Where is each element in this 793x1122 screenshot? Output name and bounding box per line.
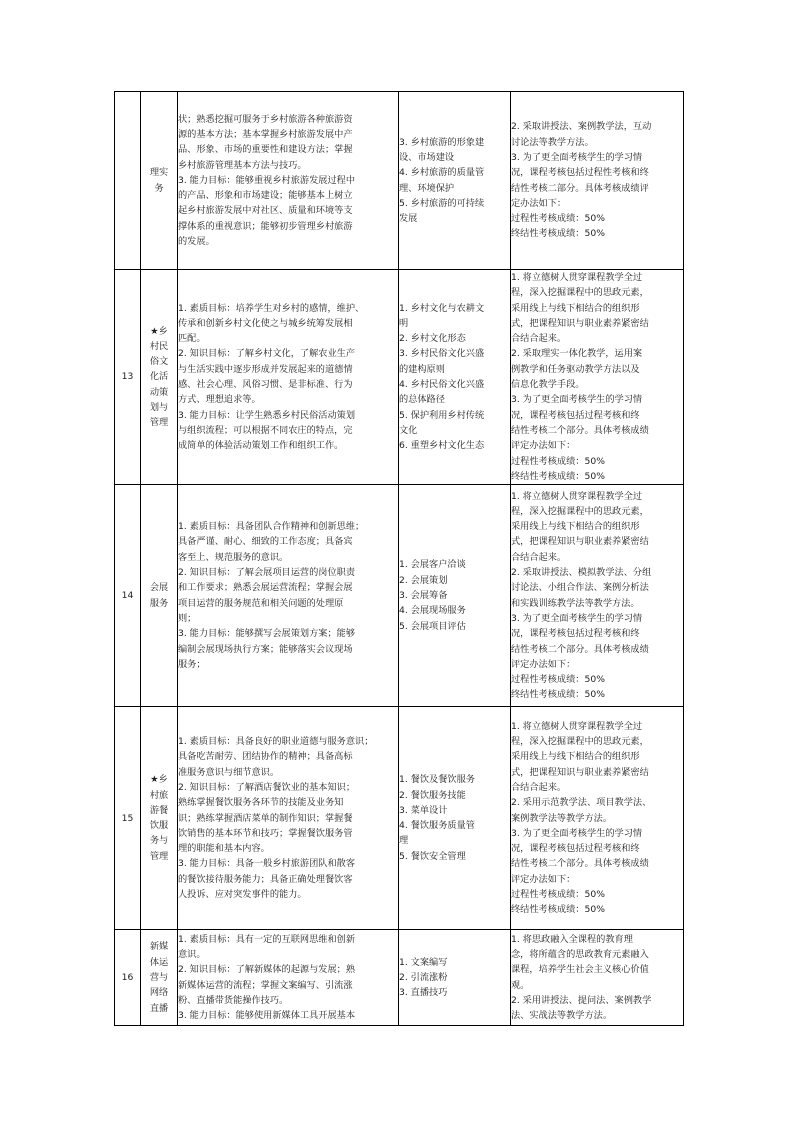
course-number: 16	[115, 930, 141, 1026]
course-goals-line: 1. 素质目标：具有一定的互联网思维和创新	[178, 933, 356, 945]
course-contents-line: 1. 乡村文化与农耕文	[399, 302, 485, 314]
course-contents-line: 2. 乡村文化形态	[399, 333, 466, 345]
course-methods	[511, 92, 684, 270]
course-goals-line: 1. 素质目标：具备良好的职业道德与服务意识；	[178, 736, 374, 748]
course-name-line: 体运	[149, 956, 169, 968]
course-contents-line: 4. 餐饮服务质量管	[399, 820, 475, 832]
course-methods-line: 3. 为了更全面考核学生的学习情	[511, 612, 643, 624]
course-methods-line: 况，课程考核包括过程考核和终	[511, 409, 640, 421]
course-name-line: 俗文	[149, 356, 169, 368]
course-contents-line: 文化	[399, 424, 418, 436]
course-contents	[399, 707, 511, 930]
course-methods-line: 合结合起来。	[511, 551, 567, 563]
course-goals-line: 具备严谨、耐心、细致的工作态度；具备宾	[178, 536, 353, 548]
course-goals-line: 与生活实践中逐步形成并发展起来的道德情	[178, 363, 353, 375]
course-methods-line: 终结性考核成绩：50%	[511, 470, 605, 482]
course-number: 15	[115, 707, 141, 930]
course-methods-line: 况，课程考核包括过程性考核和终	[511, 167, 649, 179]
course-row	[115, 270, 684, 485]
course-goals-line: 3. 能力目标：具备一般乡村旅游团队和散客	[178, 858, 356, 870]
course-name-line: ★乡	[150, 325, 168, 337]
course-methods-line: 过程性考核成绩：50%	[511, 455, 605, 467]
course-methods-line: 采用线上与线下相结合的组织形	[511, 751, 640, 763]
course-contents-line: 2. 餐饮服务技能	[399, 789, 466, 801]
course-methods-line: 1. 将思政融入全课程的教育理	[511, 933, 633, 945]
course-methods-line: 况，课程考核包括过程考核和终	[511, 628, 640, 640]
course-goals-line: 则；	[178, 612, 197, 624]
course-goals	[178, 485, 399, 707]
course-contents-line: 1. 会展客户洽谈	[399, 559, 466, 571]
course-methods-line: 合结合起来。	[511, 781, 567, 793]
course-name-line: 网络	[149, 987, 169, 999]
course-name-line: 化活	[149, 371, 169, 383]
course-contents	[399, 270, 511, 485]
course-goals-line: 2. 知识目标：了解酒店餐饮业的基本知识；	[178, 781, 356, 793]
course-name	[141, 485, 178, 707]
course-goals	[178, 92, 399, 270]
course-methods-line: 3. 为了更全面考核学生的学习情	[511, 827, 643, 839]
course-methods-line: 念，将所蕴含的思政教育元素融入	[511, 949, 649, 961]
course-goals	[178, 270, 399, 485]
course-contents-line: 5. 餐饮安全管理	[399, 850, 466, 862]
course-methods-line: 评定办法如下：	[511, 440, 576, 452]
course-contents-line: 的建构原则	[399, 363, 445, 375]
course-contents-line: 设、市场建设	[399, 151, 455, 163]
course-methods-line: 结性考核二个部分。具体考核成绩	[511, 858, 649, 870]
course-methods-line: 采用线上与线下相结合的组织形	[511, 521, 640, 533]
course-methods-line: 案例教学法等教学方法。	[511, 812, 613, 824]
course-name-line: 管理	[149, 850, 169, 862]
course-methods-line: 评定办法如下：	[511, 873, 576, 885]
course-name-line: 新媒	[149, 941, 169, 953]
course-name	[141, 707, 178, 930]
course-goals-line: 源的基本方法；基本掌握乡村旅游发展中产	[178, 128, 353, 140]
course-methods-line: 结性考核二部分。具体考核成绩评	[511, 182, 649, 194]
course-goals-line: 状；熟悉挖掘可服务于乡村旅游各种旅游资	[178, 113, 353, 125]
course-methods	[511, 485, 684, 707]
course-goals-line: 和工作要求；熟悉会展运营流程；掌握会展	[178, 582, 353, 594]
course-goals-line: 匹配。	[178, 333, 206, 345]
course-methods-line: 例教学和任务驱动教学方法以及	[511, 363, 640, 375]
course-methods-line: 式，把课程知识与职业素养紧密结	[511, 536, 649, 548]
course-contents-line: 2. 会展策划	[399, 574, 448, 586]
course-methods-line: 式，把课程知识与职业素养紧密结	[511, 317, 649, 329]
course-methods-line: 1. 将立德树人贯穿课程教学全过	[511, 490, 643, 502]
course-contents-line: 6. 重塑乡村文化生态	[399, 440, 485, 452]
course-contents-line: 5. 乡村旅游的可持续	[399, 197, 485, 209]
course-goals-line: 人投诉、应对突发事件的能力。	[178, 888, 307, 900]
course-name-line: 务与	[149, 835, 169, 847]
course-methods-line: 结性考核二个部分。具体考核成绩	[511, 424, 649, 436]
course-contents-line: 理、环境保护	[399, 182, 455, 194]
course-goals-line: 乡村旅游管理基本方法与技巧。	[178, 159, 307, 171]
course-contents-line: 4. 乡村旅游的质量管	[399, 167, 485, 179]
course-contents	[399, 930, 511, 1026]
course-methods-line: 定办法如下：	[511, 197, 567, 209]
course-contents-line: 3. 乡村民俗文化兴盛	[399, 348, 485, 360]
course-methods-line: 采用线上与线下相结合的组织形	[511, 302, 640, 314]
course-contents	[399, 485, 511, 707]
course-goals-line: 识；熟练掌握酒店菜单的制作知识；掌握餐	[178, 812, 353, 824]
course-methods-line: 和实践训练教学法等教学方法。	[511, 597, 640, 609]
course-methods-line: 2. 采取讲授法、模拟教学法、分组	[511, 567, 652, 579]
course-name	[141, 92, 178, 270]
course-contents-line: 1. 文案编写	[399, 956, 448, 968]
course-goals-line: 撑体系的重视意识；能够初步管理乡村旅游	[178, 220, 353, 232]
course-goals-line: 具备吃苦耐劳、团结协作的精神；具备高标	[178, 751, 353, 763]
course-goals-line: 客至上、规范服务的意识。	[178, 551, 289, 563]
course-contents	[399, 92, 511, 270]
course-goals-line: 成简单的体验活动策划工作和组织工作。	[178, 440, 344, 452]
course-methods-line: 终结性考核成绩：50%	[511, 689, 605, 701]
course-methods-line: 讨论法、小组合作法、案例分析法	[511, 582, 649, 594]
course-name-line: 管理	[149, 417, 169, 429]
course-contents-line: 5. 保护利用乡村传统	[399, 409, 485, 421]
course-name-line: 村民	[149, 340, 169, 352]
course-goals-line: 方式、理想追求等。	[178, 394, 261, 406]
course-methods-line: 程，深入挖掘课程中的思政元素，	[511, 505, 649, 517]
course-methods-line: 课程，培养学生社会主义核心价值	[511, 964, 649, 976]
course-methods	[511, 707, 684, 930]
course-goals-line: 项目运营的服务规范和相关问题的处理原	[178, 597, 344, 609]
course-row	[115, 485, 684, 707]
course-number: 14	[115, 485, 141, 707]
course-contents-line: 4. 乡村民俗文化兴盛	[399, 379, 485, 391]
course-methods-line: 终结性考核成绩：50%	[511, 904, 605, 916]
course-name-line: 营与	[149, 972, 169, 983]
course-methods-line: 结性考核二个部分。具体考核成绩	[511, 643, 649, 655]
course-name-line: 动策	[149, 386, 169, 398]
course-methods-line: 观。	[511, 979, 530, 991]
course-methods	[511, 270, 684, 485]
course-goals-line: 准服务意识与细节意识。	[178, 766, 280, 778]
course-methods-line: 式，把课程知识与职业素养紧密结	[511, 766, 649, 778]
course-methods-line: 2. 采取讲授法、案例教学法，互动	[511, 121, 652, 133]
course-methods-line: 2. 采用示范教学法、项目教学法、	[511, 797, 652, 809]
course-goals-line: 3. 能力目标：能够使用新媒体工具开展基本	[178, 1010, 356, 1022]
course-goals-line: 新媒体运营的流程；掌握文案编写、引流涨	[178, 979, 353, 991]
course-name-line: 会展	[149, 582, 169, 594]
course-number: 13	[115, 270, 141, 485]
course-goals-line: 与组织流程；可以根据不同农庄的特点，完	[178, 424, 353, 436]
course-name-line: 划与	[149, 402, 169, 414]
course-name-line: 村旅	[149, 789, 169, 801]
course-table-body	[115, 92, 684, 1026]
course-contents-line: 3. 会展筹备	[399, 590, 448, 601]
course-goals-line: 的产品、形象和市场建设；能够基本上树立	[178, 190, 353, 202]
course-name-line: 服务	[149, 597, 169, 609]
course-goals-line: 1. 素质目标：培养学生对乡村的感情，维护、	[178, 302, 365, 314]
course-contents-line: 1. 餐饮及餐饮服务	[399, 774, 475, 786]
course-goals-line: 2. 知识目标：了解新媒体的起源与发展；熟	[178, 964, 356, 976]
course-goals-line: 粉、直播带货能操作技巧。	[178, 994, 289, 1006]
course-name	[141, 930, 178, 1026]
course-row	[115, 707, 684, 930]
course-goals-line: 意识。	[178, 949, 206, 961]
course-name	[141, 270, 178, 485]
course-goals-line: 品、形象、市场的重要性和建设方法；掌握	[178, 144, 353, 156]
course-goals-line: 的餐饮接待服务能力；具备正确处理餐饮客	[178, 873, 353, 885]
course-methods-line: 3. 为了更全面考核学生的学习情	[511, 394, 643, 406]
course-methods-line: 3. 为了更全面考核学生的学习情	[511, 151, 643, 163]
course-name-line: 游餐	[149, 804, 169, 816]
course-name-line: 理实	[149, 167, 169, 179]
course-methods-line: 过程性考核成绩：50%	[511, 213, 605, 225]
course-row	[115, 930, 684, 1026]
course-methods-line: 2. 采取理实一体化教学，运用案	[511, 348, 643, 360]
course-goals-line: 服务；	[178, 658, 206, 670]
course-name-line: ★乡	[150, 774, 168, 786]
course-methods-line: 况，课程考核包括过程考核和终	[511, 843, 640, 855]
course-contents-line: 5. 会展项目评估	[399, 620, 466, 632]
course-goals-line: 3. 能力目标：能够重视乡村旅游发展过程中	[178, 174, 356, 186]
course-goals-line: 2. 知识目标：了解会展项目运营的岗位职责	[178, 567, 356, 579]
course-methods-line: 1. 将立德树人贯穿课程教学全过	[511, 272, 643, 283]
course-contents-line: 3. 直播技巧	[399, 987, 448, 999]
course-methods-line: 讨论法等教学方法。	[511, 136, 594, 148]
course-contents-line: 2. 引流涨粉	[399, 972, 448, 983]
course-goals-line: 饮销售的基本环节和技巧；掌握餐饮服务管	[178, 827, 353, 839]
course-contents-line: 3. 乡村旅游的形象建	[399, 136, 485, 148]
course-contents-line: 理	[399, 835, 409, 847]
course-contents-line: 明	[399, 317, 409, 329]
course-contents-line: 3. 菜单设计	[399, 804, 448, 816]
course-methods-line: 程，深入挖掘课程中的思政元素，	[511, 287, 649, 299]
course-goals-line: 的发展。	[178, 236, 215, 248]
course-methods	[511, 930, 684, 1026]
course-contents-line: 发展	[399, 213, 418, 225]
course-methods-line: 评定办法如下：	[511, 658, 576, 670]
course-row	[115, 92, 684, 270]
course-goals-line: 理的职能和基本内容。	[178, 843, 270, 855]
course-number	[115, 92, 141, 270]
course-goals-line: 3. 能力目标：让学生熟悉乡村民俗活动策划	[178, 409, 356, 421]
course-methods-line: 法、实战法等教学方法。	[511, 1010, 613, 1022]
course-contents-line: 的总体路径	[399, 394, 445, 406]
course-goals-line: 2. 知识目标：了解乡村文化，了解农业生产	[178, 348, 356, 360]
course-methods-line: 过程性考核成绩：50%	[511, 888, 605, 900]
course-methods-line: 过程性考核成绩：50%	[511, 674, 605, 686]
course-goals-line: 感、社会心理、风俗习惯、是非标准、行为	[178, 379, 353, 391]
course-goals	[178, 930, 399, 1026]
course-methods-line: 终结性考核成绩：50%	[511, 228, 605, 240]
course-goals-line: 起乡村旅游发展中对社区、质量和环境等支	[178, 205, 353, 217]
course-methods-line: 2. 采用讲授法、提问法、案例教学	[511, 994, 652, 1006]
course-goals	[178, 707, 399, 930]
course-table	[114, 91, 684, 1026]
course-methods-line: 信息化教学手段。	[511, 379, 585, 391]
course-goals-line: 3. 能力目标：能够撰写会展策划方案；能够	[178, 628, 356, 640]
course-goals-line: 1. 素质目标：具备团队合作精神和创新思维；	[178, 521, 365, 533]
course-methods-line: 程，深入挖掘课程中的思政元素，	[511, 736, 649, 748]
course-methods-line: 合结合起来。	[511, 333, 567, 345]
course-goals-line: 编制会展现场执行方案；能够落实会议现场	[178, 643, 353, 655]
course-methods-line: 1. 将立德树人贯穿课程教学全过	[511, 720, 643, 732]
course-goals-line: 熟练掌握餐饮服务各环节的技能及业务知	[178, 797, 344, 809]
course-name-line: 饮服	[149, 820, 169, 832]
course-goals-line: 传承和创新乡村文化使之与城乡统筹发展相	[178, 317, 353, 329]
course-name-line: 直播	[149, 1002, 169, 1014]
course-name-line: 务	[154, 182, 164, 194]
course-contents-line: 4. 会展现场服务	[399, 605, 466, 617]
